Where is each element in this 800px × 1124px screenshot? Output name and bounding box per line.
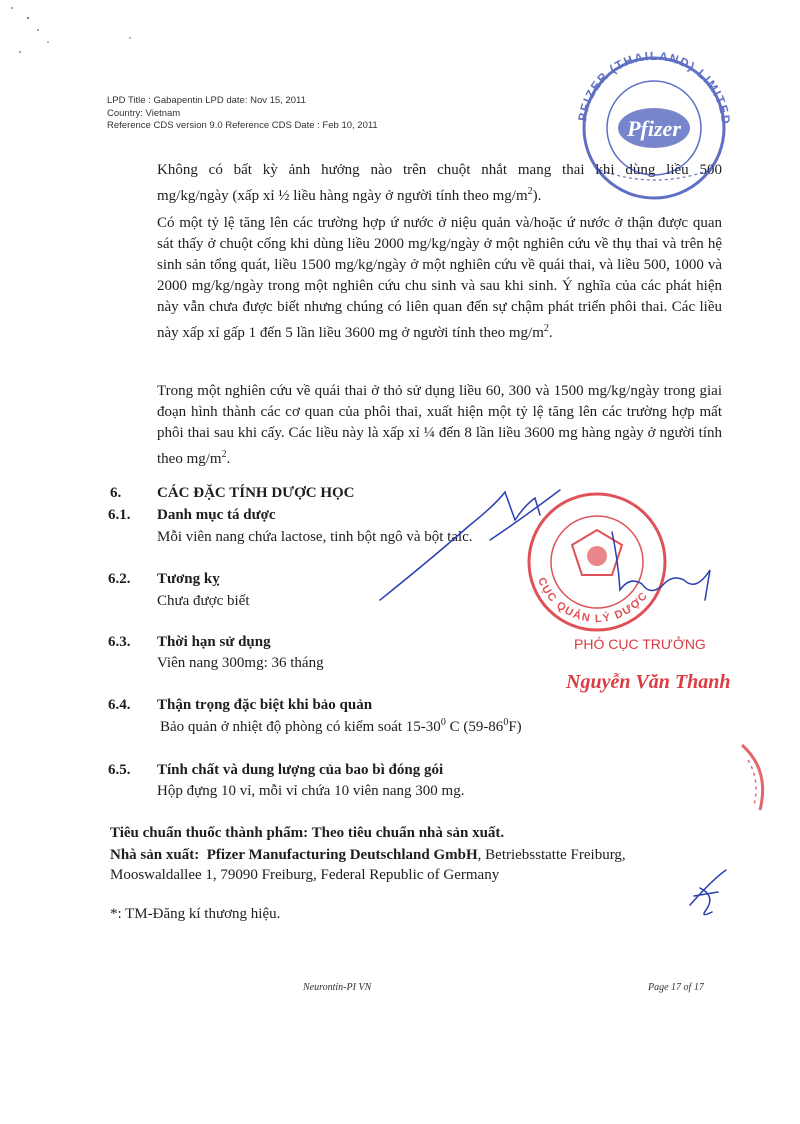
header-reference: Reference CDS version 9.0 Reference CDS Date : Feb 10, 2011 [107,120,378,131]
header-lpd-title: LPD Title : Gabapentin LPD date: Nov 15, 2011 [107,95,306,106]
subsection-6-4-number: 6.4. [108,697,131,713]
subsection-6-2-title: Tương kỵ [157,571,220,587]
manufacturer-site: , Betriebsstatte Freiburg, [477,847,626,863]
paragraph-mice-text: mg/kg/ngày (xấp xỉ ½ liều hàng ngày ở người tính theo mg/m [157,188,528,204]
section-6-title: CÁC ĐẶC TÍNH DƯỢC HỌC [157,485,355,501]
superscript: 2 [543,323,549,334]
subsection-6-3-title: Thời hạn sử dụng [157,634,271,650]
footer-document-code: Neurontin-PI VN [303,982,372,993]
storage-text: C (59-86 [445,719,504,735]
initials-mark [690,870,726,915]
storage-text: Bảo quản ở nhiệt độ phòng có kiểm soát 15-30 [160,719,441,735]
subsection-6-3-body: Viên nang 300mg: 36 tháng [157,655,324,671]
paragraph-rats-end: . [548,325,553,341]
storage-text: F) [508,719,522,735]
paragraph-rats-text: Có một tỷ lệ tăng lên các trường hợp ứ nước ở niệu quản và/hoặc ứ nước ở thận được quan sát thấy ở chuột cống khi dùng liều 2000 mg/kg/ngày ở một nghiên cứu về thụ thai và trên hệ sinh sản tổng quát, liều 1500 mg/kg/ngày ở một nghiên cứu về quái thai, và liều 500, 1000 và 2000 mg/kg/ngày trong một nghiên cứu chu sinh và sau khi sinh. Ý nghĩa của các phát hiện này vẫn chưa được biết nhưng chúng có liên quan đến sự chậm phát triển phôi thai. Các liều này xấp xỉ gấp 1 đến 5 lần liều 3600 mg ở người tính theo mg/m [157,215,722,341]
official-title: PHÓ CỤC TRƯỞNG [574,636,706,652]
footer-page-number: Page 17 of 17 [648,982,704,993]
trademark-footnote: *: TM-Đăng kí thương hiệu. [110,906,281,922]
paragraph-mice-end: ). [532,188,542,204]
manufacturer-name: Pfizer Manufacturing Deutschland GmbH [206,847,478,863]
subsection-6-5-number: 6.5. [108,762,131,778]
subsection-6-2-number: 6.2. [108,571,131,587]
subsection-6-2-body: Chưa được biết [157,593,250,609]
manufacturer-label: Nhà sản xuất: [110,847,200,863]
superscript: 2 [221,449,227,460]
subsection-6-4-title: Thận trọng đặc biệt khi bảo quản [157,697,373,713]
paragraph-rabbits-text: Trong một nghiên cứu về quái thai ở thỏ sử dụng liều 60, 300 và 1500 mg/kg/ngày trong giai đoạn hình thành các cơ quan của phôi thai, xuất hiện một tỷ lệ tăng lên các trường hợp mất phôi thai sau khi cấy. Các liều này là xấp xỉ ¼ đến 8 lần liều 3600 mg hàng ngày ở người tính theo mg/m [157,383,722,467]
product-standard: Tiêu chuẩn thuốc thành phẩm: Theo tiêu chuẩn nhà sản xuất. [110,825,505,841]
paragraph-rabbits-end: . [226,451,231,467]
pfizer-logo: Pfizer [627,116,681,141]
header-country: Country: Vietnam [107,107,181,119]
official-signature-name: Nguyễn Văn Thanh [566,671,731,693]
subsection-6-3-number: 6.3. [108,634,131,650]
paragraph-mice-line1: Không có bất kỳ ảnh hưởng nào trên chuột nhắt mang thai khi dùng liều 500 [157,162,722,178]
subsection-6-1-title: Danh mục tá dược [157,507,276,523]
scan-specks [11,7,131,53]
pfizer-stamp [575,49,733,198]
degree-superscript: 0 [440,717,446,728]
subsection-6-5-body: Hộp đựng 10 vỉ, mỗi vỉ chứa 10 viên nang 300 mg. [157,783,465,799]
manufacturer-address: Mooswaldallee 1, 79090 Freiburg, Federal Republic of Germany [110,867,500,883]
subsection-6-1-number: 6.1. [108,507,131,523]
partial-red-stamp [742,745,763,810]
superscript: 2 [527,186,533,197]
degree-superscript: 0 [503,717,509,728]
section-6-number: 6. [110,485,122,501]
official-red-stamp [529,494,665,630]
red-stamp-ring-text: CỤC QUẢN LÝ DƯỢC [535,575,651,626]
subsection-6-5-title: Tính chất và dung lượng của bao bì đóng gói [157,762,444,778]
subsection-6-1-body: Mỗi viên nang chứa lactose, tinh bột ngô và bột talc. [157,529,473,545]
pfizer-stamp-ring-text: PFIZER (THAILAND) LIMITED [575,48,734,126]
